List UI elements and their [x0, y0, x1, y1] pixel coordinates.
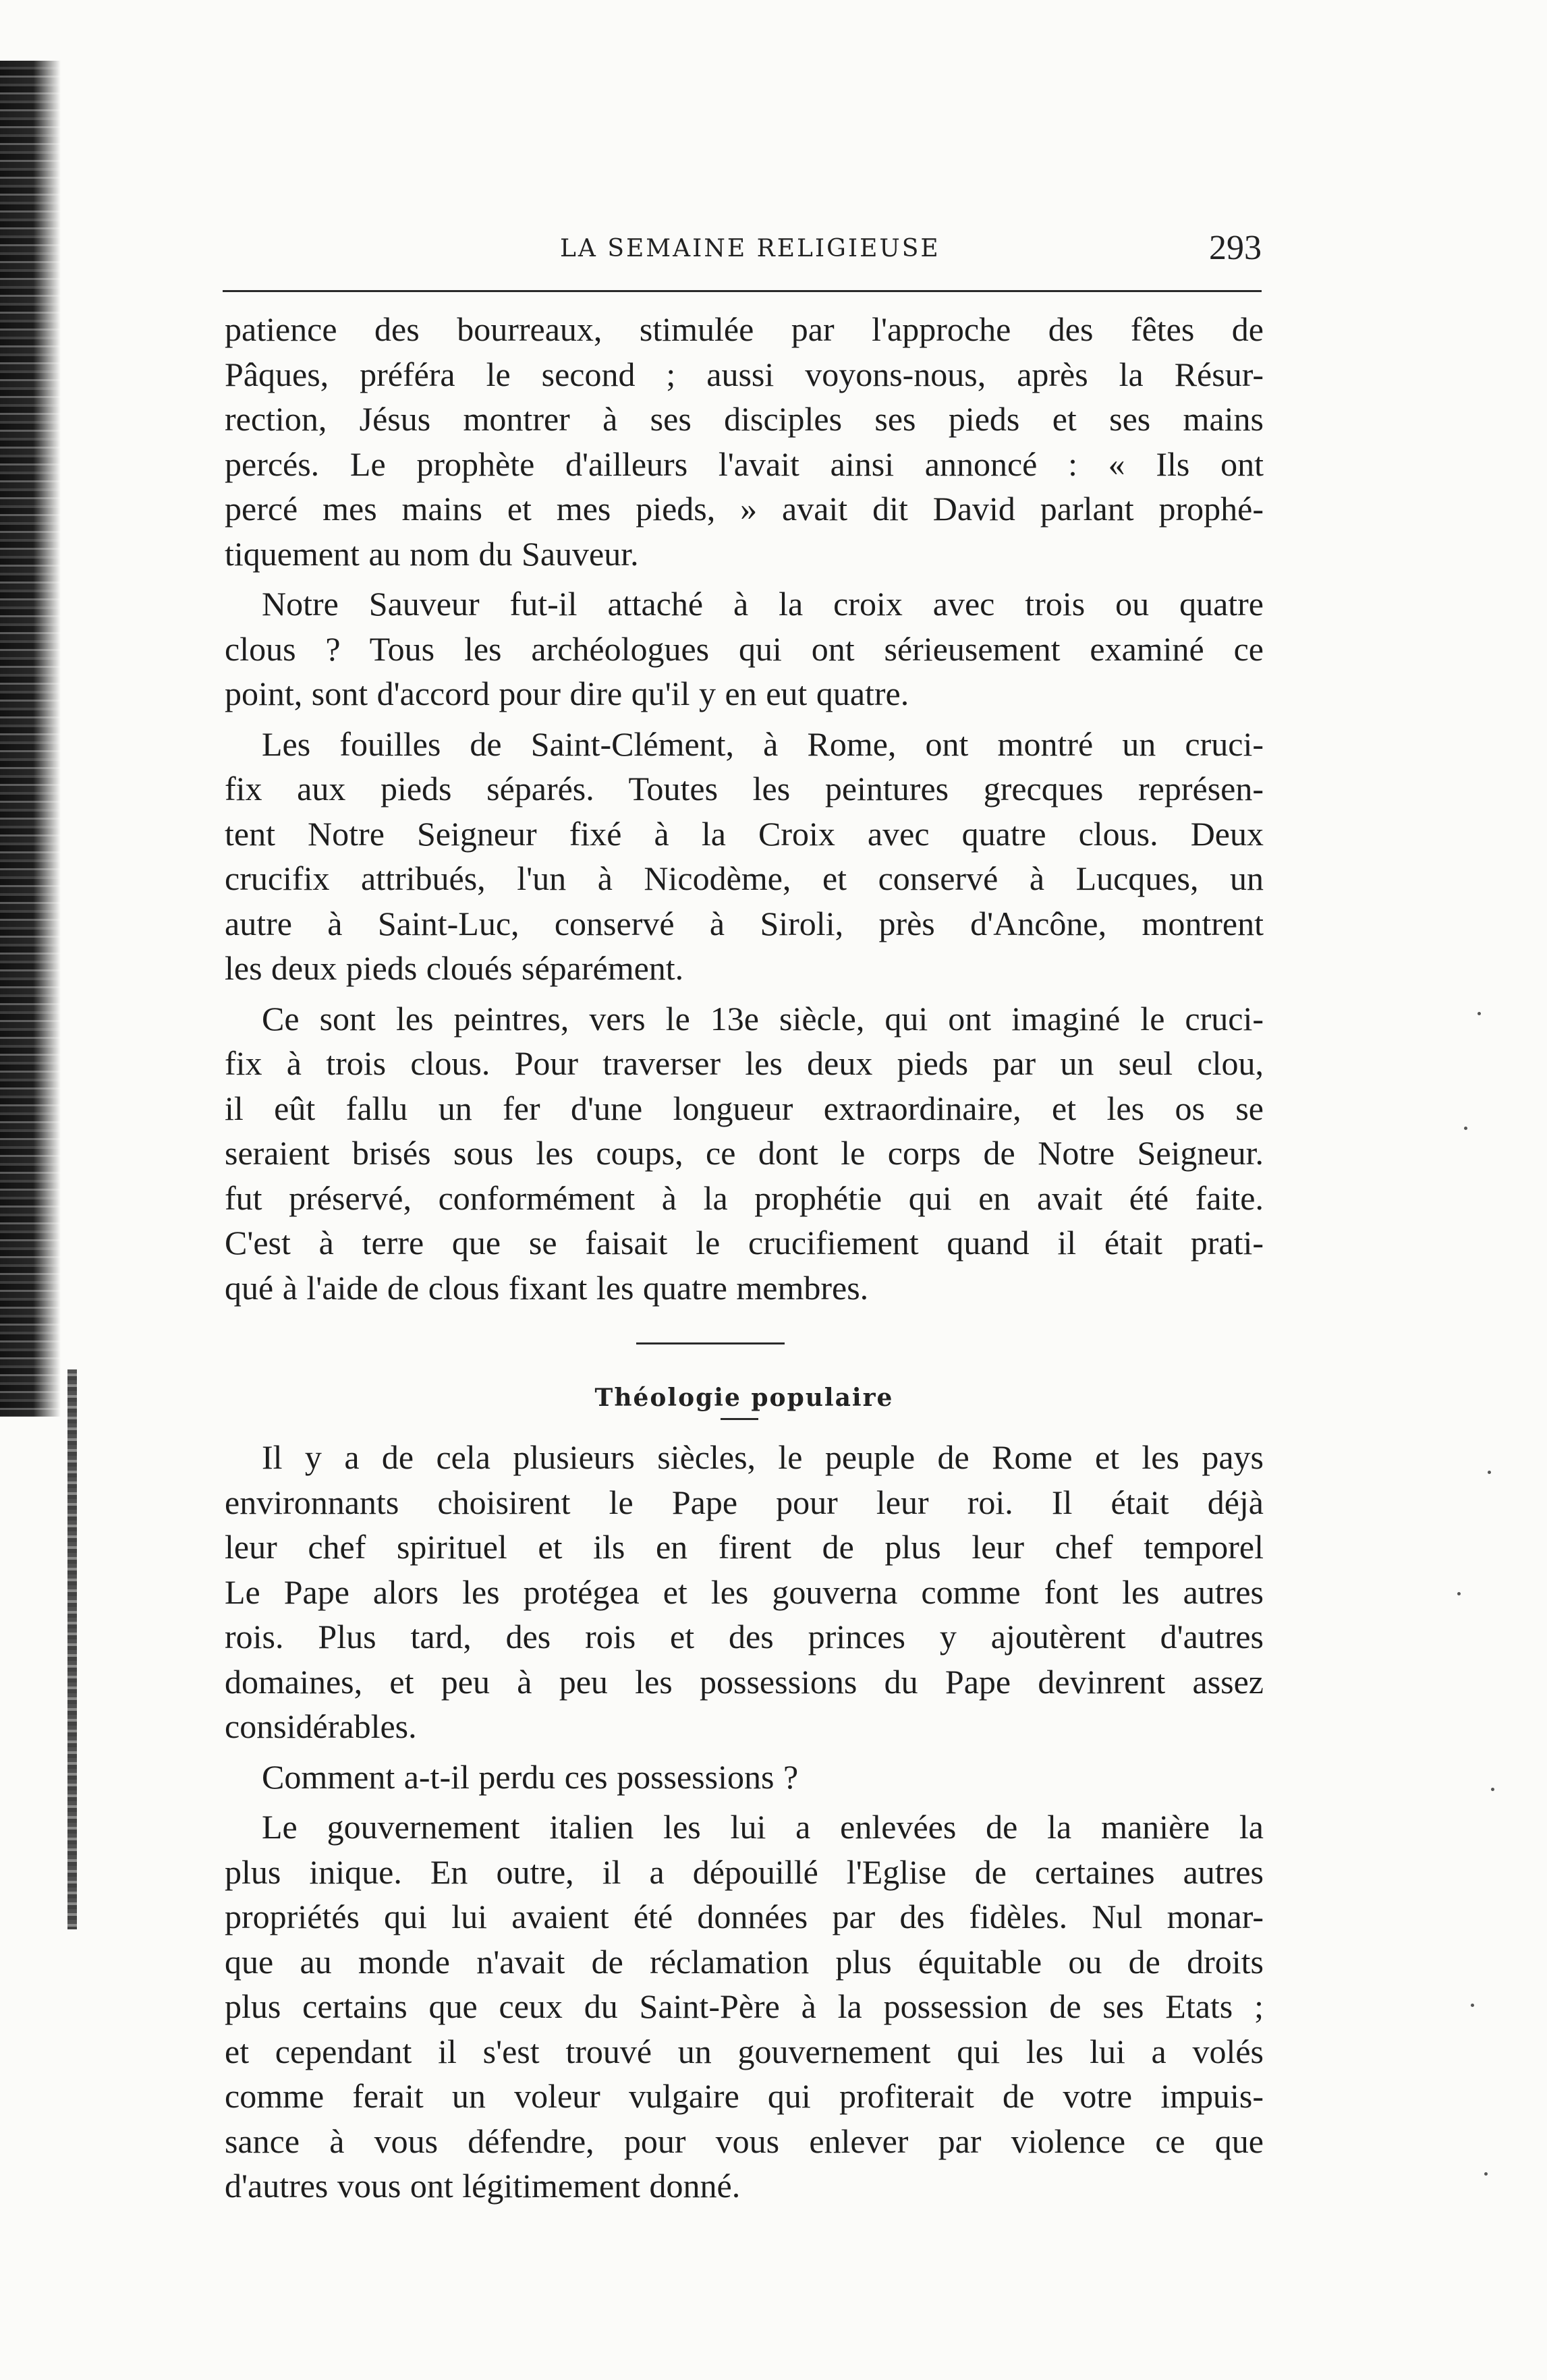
- binding-shadow-lower: [67, 1369, 77, 1929]
- scan-speck: [1457, 1592, 1461, 1595]
- text-line: environnants choisirent le Pape pour leur roi. Il était déjà: [225, 1483, 1264, 1521]
- scan-speck: [1478, 1012, 1481, 1015]
- text-line: C'est à terre que se faisait le crucifiement quand il était prati-: [225, 1224, 1264, 1262]
- text-line: leur chef spirituel et ils en firent de plus leur chef temporel: [225, 1528, 1264, 1566]
- text-line: rection, Jésus montrer à ses disciples ses pieds et ses mains: [225, 400, 1264, 438]
- page-number: 293: [1209, 229, 1262, 267]
- bottom-paragraphs: [225, 1435, 1264, 2209]
- text-line: point, sont d'accord pour dire qu'il y en eut quatre.: [225, 675, 909, 712]
- text-line: fut préservé, conformément à la prophétie qui en avait été faite.: [225, 1179, 1264, 1217]
- scan-speck: [1471, 2004, 1474, 2007]
- text-line: plus certains que ceux du Saint-Père à la possession de ses Etats ;: [225, 1987, 1264, 2025]
- scan-speck: [1491, 1788, 1494, 1791]
- text-line: percés. Le prophète d'ailleurs l'avait ainsi annoncé : « Ils ont: [225, 445, 1264, 483]
- scan-specks: [1451, 1012, 1504, 2294]
- text-line: les deux pieds cloués séparément.: [225, 949, 684, 987]
- running-title: LA SEMAINE RELIGIEUSE: [560, 235, 940, 262]
- text-line: propriétés qui lui avaient été données par des fidèles. Nul monar-: [225, 1898, 1264, 1935]
- text-line: Ce sont les peintres, vers le 13e siècle, qui ont imaginé le cruci-: [262, 999, 1264, 1038]
- text-line: Pâques, préféra le second ; aussi voyons-nous, après la Résur-: [225, 355, 1264, 393]
- text-line: seraient brisés sous les coups, ce dont le corps de Notre Seigneur.: [225, 1134, 1264, 1172]
- paragraph: [225, 1755, 1264, 1800]
- paragraph: [225, 1805, 1264, 2209]
- top-paragraphs: [225, 307, 1264, 1310]
- text-line: fix aux pieds séparés. Toutes les peintures grecques représen-: [225, 770, 1264, 808]
- text-line: d'autres vous ont légitimement donné.: [225, 2167, 741, 2205]
- text-line: domaines, et peu à peu les possessions du Pape devinrent assez: [225, 1662, 1264, 1701]
- section-heading: Théologie populaire: [594, 1384, 894, 1412]
- text-line: Le Pape alors les protégea et les gouverna comme font les autres: [225, 1572, 1264, 1611]
- scan-speck: [1484, 2172, 1488, 2176]
- binding-shadow: [0, 61, 61, 1417]
- paragraph: [225, 1435, 1264, 1749]
- text-line: percé mes mains et mes pieds, » avait dit David parlant prophé-: [225, 490, 1264, 528]
- text-line: Comment a-t-il perdu ces possessions ?: [262, 1757, 799, 1796]
- text-line: Le gouvernement italien les lui a enlevées de la manière la: [262, 1808, 1264, 1846]
- paragraph: [225, 722, 1264, 991]
- section-break: [225, 1310, 1264, 1371]
- text-line: clous ? Tous les archéologues qui ont sérieusement examiné ce: [225, 629, 1264, 668]
- text-line: qué à l'aide de clous fixant les quatre membres.: [225, 1268, 869, 1307]
- paragraph: [225, 582, 1264, 716]
- text-line: Notre Sauveur fut-il attaché à la croix avec trois ou quatre: [262, 585, 1264, 623]
- running-header: [223, 223, 1262, 277]
- paragraph: [225, 307, 1264, 576]
- text-line: tiquement au nom du Sauveur.: [225, 534, 639, 573]
- text-line: rois. Plus tard, des rois et des princes y ajoutèrent d'autres: [225, 1618, 1264, 1655]
- text-line: autre à Saint-Luc, conservé à Siroli, près d'Ancône, montrent: [225, 904, 1264, 942]
- header-rule: [223, 290, 1262, 292]
- text-line: comme ferait un voleur vulgaire qui profiterait de votre impuis-: [225, 2077, 1264, 2115]
- body-text: [225, 307, 1264, 2209]
- text-line: fix à trois clous. Pour traverser les deux pieds par un seul clou,: [225, 1044, 1264, 1082]
- text-line: tent Notre Seigneur fixé à la Croix avec quatre clous. Deux: [225, 814, 1264, 853]
- text-line: il eût fallu un fer d'une longueur extraordinaire, et les os se: [225, 1089, 1264, 1127]
- text-line: patience des bourreaux, stimulée par l'approche des fêtes de: [225, 310, 1264, 348]
- paragraph: [225, 996, 1264, 1311]
- scan-speck: [1488, 1471, 1491, 1474]
- text-line: Les fouilles de Saint-Clément, à Rome, ont montré un cruci-: [262, 725, 1264, 763]
- text-line: Il y a de cela plusieurs siècles, le peuple de Rome et les pays: [262, 1438, 1264, 1476]
- text-line: et cependant il s'est trouvé un gouvernement qui les lui a volés: [225, 2032, 1264, 2070]
- text-line: sance à vous défendre, pour vous enlever par violence ce que: [225, 2122, 1264, 2160]
- section-heading-rule: [721, 1418, 758, 1420]
- text-line: que au monde n'avait de réclamation plus équitable ou de droits: [225, 1942, 1264, 1981]
- section-divider-rule: [636, 1342, 785, 1344]
- text-line: crucifix attribués, l'un à Nicodème, et conservé à Lucques, un: [225, 859, 1264, 897]
- scan-speck: [1464, 1127, 1467, 1130]
- text-line: considérables.: [225, 1707, 417, 1745]
- text-line: plus inique. En outre, il a dépouillé l'Eglise de certaines autres: [225, 1852, 1264, 1891]
